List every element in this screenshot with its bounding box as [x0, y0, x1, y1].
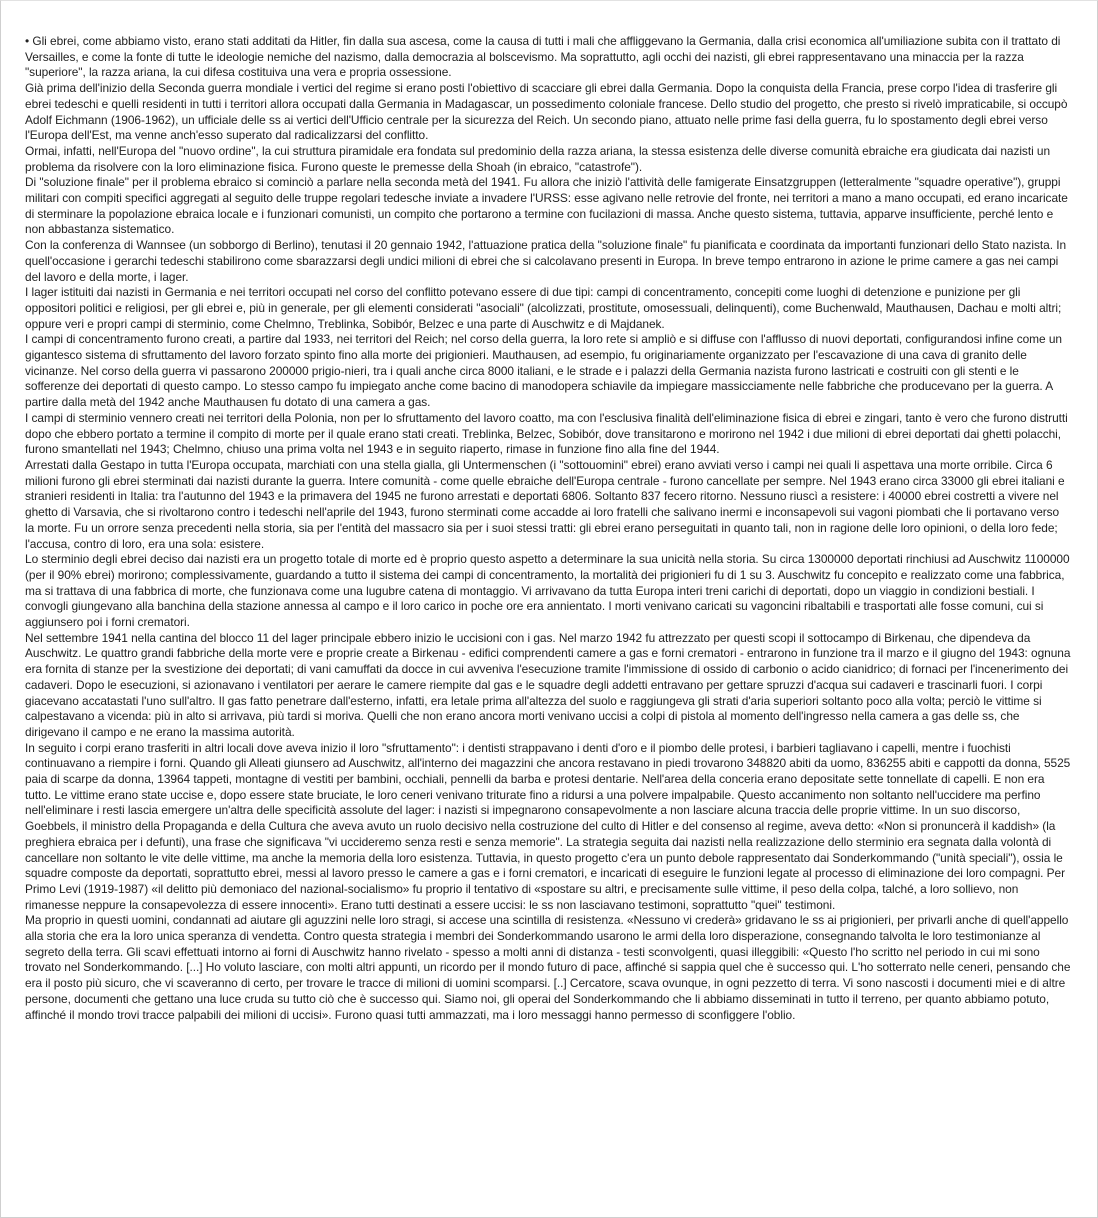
paragraph-extermination-camps: I campi di sterminio vennero creati nei territori della Polonia, non per lo sfruttamento del lavoro coatto, ma con l'esclusiva finalità dell'eliminazione fisica di ebrei e zingari, tanto è vero che furono distrutti dopo che ebbero portato a termine il compito di morte per il quale erano stati creati. Treblinka, Belzec, Sobibór, dove transitarono e morirono nel 1942 i due milioni di ebrei deportati dai ghetti polacchi, furono smantellati nel 1943; Chelmno, chiuso una prima volta nel 1943 e in seguito riaperto, rimase in funzione fino alla fine del 1944.: [25, 410, 1068, 457]
paragraph-lager-types: I lager istituiti dai nazisti in Germania e nei territori occupati nel corso del conflitto potevano essere di due tipi: campi di concentramento, concepiti come luoghi di detenzione e punizione per gli oppositori politici e religiosi, per gli ebrei e, più in generale, per gli elementi considerati "asociali" (alcolizzati, prostitute, omosessuali, delinquenti), come Buchenwald, Mauthausen, Dachau e molti altri; oppure veri e propri campi di sterminio, come Chelmno, Treblinka, Sobibór, Belzec e una parte di Auschwitz e di Majdanek.: [25, 285, 1062, 331]
paragraph-concentration-camps: I campi di concentramento furono creati, a partire dal 1933, nei territori del Reich; nel corso della guerra, la loro rete si ampliò e si diffuse con l'afflusso di nuovi deportati, configurandosi infine come un gigantesco sistema di sfruttamento del lavoro forzato spinto fino alla morte dei prigionieri. Mauthausen, ad esempio, fu originariamente organizzato per l'escavazione di una cava di granito delle vicinanze. Nel corso della guerra vi passarono 200000 prigio-nieri, tra i quali anche circa 8000 italiani, e le strade e i palazzi della Germania nazista furono lastricati e costruiti con gli stenti e le sofferenze dei deportati di questo campo. Lo stesso campo fu impiegato anche come bacino di manodopera schiavile da impiegare massicciamente nelle fabbriche che producevano per la guerra. A partire dalla metà del 1942 anche Mauthausen fu dotato di una camera a gas.: [25, 332, 1062, 410]
paragraph-birkenau: Nel settembre 1941 nella cantina del blocco 11 del lager principale ebbero inizio le uccisioni con i gas. Nel marzo 1942 fu attrezzato per questi scopi il sottocampo di Birkenau, che dipendeva da Auschwitz. Le quattro grandi fabbriche della morte vere e proprie create a Birkenau - edifici comprendenti camere a gas e forni crematori - entrarono in funzione tra il marzo e il giugno del 1943: ognuna era fornita di stanze per la svestizione dei deportati; di vani camuffati da docce in cui avveniva l'esecuzione tramite l'immissione di ossido di carbonio o acido cianidrico; di fornaci per l'incenerimento dei cadaveri. Dopo le esecuzioni, si azionavano i ventilatori per aerare le camere riempite dal gas e le squadre degli addetti entravano per gettare spruzzi d'acqua sui cadaveri e trascinarli fuori. I corpi giacevano accatastati l'uno sull'altro. Il gas fatto penetrare dall'esterno, infatti, era letale prima all'altezza del suolo e raggiungeva gli strati d'aria superiori soltanto poco alla volta; perciò le vittime si calpestavano a vicenda: più in alto si arrivava, più tardi si moriva. Quelli che non erano ancora morti venivano uccisi a colpi di pistola al momento dell'ingresso nella camera a gas delle ss, che dirigevano il campo e ne erano la massima autorità.: [25, 630, 1071, 739]
paragraph-exploitation: In seguito i corpi erano trasferiti in altri locali dove aveva inizio il loro "sfruttamento": i dentisti strappavano i denti d'oro e il piombo delle protesi, i barbieri tagliavano i capelli, mentre i fuochisti continuavano a riempire i forni. Quando gli Alleati giunsero ad Auschwitz, all'interno dei magazzini che ancora restavano in piedi trovarono 348820 abiti da uomo, 836255 abiti e cappotti da donna, 5525 paia di scarpe da donna, 13964 tappeti, montagne di vestiti per bambini, occhiali, pennelli da barba e protesi dentarie. Nell'area della conceria erano depositate sette tonnellate di capelli. E non era tutto. Le vittime erano state uccise e, dopo essere state bruciate, le loro ceneri venivano triturate fino a ridursi a una polvere impalpabile. Questo accanimento non soltanto nell'uccidere ma perfino nell'eliminare i resti lascia emergere un'altra delle specificità assolute del lager: i nazisti si impegnarono consapevolmente a non lasciare alcuna traccia delle proprie vittime. In un suo discorso, Goebbels, il ministro della Propaganda e della Cultura che aveva avuto un ruolo decisivo nella costruzione del culto di Hitler e del consenso al regime, aveva detto: «Non si pronuncerà il kaddish» (la preghiera ebraica per i defunti), una frase che significava "vi uccideremo senza resti e senza memorie". La strategia seguita dai nazisti nella realizzazione dello sterminio era segnata dalla volontà di cancellare non soltanto le vite delle vittime, ma anche la memoria della loro esistenza. Tuttavia, in questo progetto c'era un punto debole rappresentato dai Sonderkommando ("unità speciali"), ossia le squadre composte da deportati, soprattutto ebrei, messi al lavoro presso le camere a gas e i forni crematori, e incaricati di eseguire le funzioni legate al processo di eliminazione dei loro compagni. Per Primo Levi (1919-1987) «il delitto più demoniaco del nazional-socialismo» fu proprio il tentativo di «spostare su altri, e precisamente sulle vittime, il peso della colpa, talché, a loro sollievo, non rimanesse neppure la consapevolezza di essere innocenti». Erano tutti destinati a essere uccisi: le ss non lasciavano testimoni, soprattutto "quei" testimoni.: [25, 740, 1071, 912]
paragraph-final-solution: Di "soluzione finale" per il problema ebraico si cominciò a parlare nella seconda metà del 1941. Fu allora che iniziò l'attività delle famigerate Einsatzgruppen (letteralmente "squadre operative"), gruppi militari con compiti specifici aggregati al seguito delle truppe regolari tedesche inviate a invadere l'URSS: esse agivano nelle retrovie del fronte, nei territori a mano a mano occupati, ed erano incaricate di sterminare la popolazione ebraica locale e i funzionari comunisti, un compito che portarono a termine con fucilazioni di massa. Anche questo sistema, tuttavia, apparve insufficiente, perché lento e non abbastanza sistematico.: [25, 175, 1068, 237]
paragraph-wannsee: Con la conferenza di Wannsee (un sobborgo di Berlino), tenutasi il 20 gennaio 1942, l'attuazione pratica della "soluzione finale" fu pianificata e coordinata da importanti funzionari dello Stato nazista. In quell'occasione i gerarchi tedeschi stabilirono come sbarazzarsi degli undici milioni di ebrei che si calcolavano presenti in Europa. In breve tempo entrarono in azione le prime camere a gas nei campi del lavoro e della morte, i lager.: [25, 238, 1067, 284]
paragraph-intro: • Gli ebrei, come abbiamo visto, erano stati additati da Hitler, fin dalla sua ascesa, come la causa di tutti i mali che affliggevano la Germania, dalla crisi economica all'umiliazione subita con il trattato di Versailles, e come la fonte di tutte le ideologie nemiche del nazismo, dalla democrazia al bolscevismo. Ma soprattutto, agli occhi dei nazisti, gli ebrei rappresentavano una minaccia per la razza "superiore", la razza ariana, la cui difesa costituiva una vera e propria ossessione.: [25, 34, 1061, 80]
paragraph-auschwitz: Lo sterminio degli ebrei deciso dai nazisti era un progetto totale di morte ed è proprio questo aspetto a determinare la sua unicità nella storia. Su circa 1300000 deportati rinchiusi ad Auschwitz 1100000 (per il 90% ebrei) morirono; complessivamente, guardando a tutto il sistema dei campi di concentramento, la mortalità dei prigionieri fu di 1 su 3. Auschwitz fu concepito e realizzato come una fabbrica, ma si trattava di una fabbrica di morte, che funzionava come una lugubre catena di montaggio. Vi arrivavano da tutta Europa interi treni carichi di deportati, dopo un viaggio in condizioni bestiali. I convogli giungevano alla banchina della stazione annessa al campo e il loro carico in poche ore era annientato. I morti venivano caricati su vagoncini ribaltabili e trasportati alle fosse comuni, cui si aggiunsero poi i forni crematori.: [25, 552, 1070, 630]
paragraph-sonderkommando: Ma proprio in questi uomini, condannati ad aiutare gli aguzzini nelle loro stragi, si accese una scintilla di resistenza. «Nessuno vi crederà» gridavano le ss ai prigionieri, per privarli anche di quell'appello alla storia che era la loro unica speranza di vendetta. Contro questa strategia i membri dei Sonderkommando usarono le armi della loro disperazione, consegnando talvolta le loro testimonianze al segreto della terra. Gli scavi effettuati intorno ai forni di Auschwitz hanno rivelato - spesso a molti anni di distanza - testi sconvolgenti, quasi illeggibili: «Questo l'ho scritto nel periodo in cui mi sono trovato nel Sonderkommando. [...] Ho voluto lasciare, con molti altri appunti, un ricordo per il mondo futuro di pace, affinché si sappia quel che è successo qui. L'ho sotterrato nelle ceneri, pensando che era il posto più sicuro, che vi scaveranno di certo, per trovare le tracce di milioni di uomini scomparsi. [..] Cercatore, scava ovunque, in ogni pezzetto di terra. Vi sono nascosti i documenti miei e di altre persone, documenti che gettano una luce cruda su tutto ciò che è successo qui. Siamo noi, gli operai del Sonderkommando che li abbiamo disseminati in tutto il terreno, per quanto abbiamo potuto, affinché il mondo trovi tracce palpabili dei milioni di uccisi». Furono quasi tutti ammazzati, ma i loro messaggi hanno permesso di sconfiggere l'oblio.: [25, 913, 1071, 1022]
paragraph-madagascar-plan: Già prima dell'inizio della Seconda guerra mondiale i vertici del regime si erano posti l'obiettivo di scacciare gli ebrei dalla Germania. Dopo la conquista della Francia, prese corpo l'idea di trasferire gli ebrei tedeschi e quelli residenti in tutti i territori allora occupati dalla Germania in Madagascar, un possedimento coloniale francese. Dello studio del progetto, che presto si rivelò impraticabile, si occupò Adolf Eichmann (1906-1962), un ufficiale delle ss ai vertici dell'Ufficio centrale per la sicurezza del Reich. Un secondo piano, attuato nelle prime fasi della guerra, fu lo spostamento degli ebrei verso l'Europa dell'Est, ma venne anch'esso superato dal radicalizzarsi del conflitto.: [25, 81, 1068, 143]
paragraph-deportations: Arrestati dalla Gestapo in tutta l'Europa occupata, marchiati con una stella gialla, gli Untermenschen (i "sottouomini" ebrei) erano avviati verso i campi nei quali li aspettava una morte orribile. Circa 6 milioni furono gli ebrei sterminati dai nazisti durante la guerra. Intere comunità - come quelle ebraiche dell'Europa centrale - furono cancellate per sempre. Nel 1943 erano circa 33000 gli ebrei italiani e stranieri residenti in Italia: tra l'autunno del 1943 e la primavera del 1945 ne furono arrestati e deportati 6806. Soltanto 837 fecero ritorno. Nessuno riuscì a resistere: i 40000 ebrei costretti a vivere nel ghetto di Varsavia, che si rivoltarono contro i tedeschi nell'aprile del 1943, furono sterminati come accadde ai loro fratelli che salivano inermi e inconsapevoli sui vagoni piombati che li portavano verso la morte. Fu un orrore senza precedenti nella storia, sia per l'entità del massacro sia per i suoi stessi tratti: gli ebrei erano perseguitati in quanto tali, non in ragione delle loro opinioni, o della loro fede; l'accusa, contro di loro, era una sola: esistere.: [25, 457, 1065, 551]
paragraph-new-order: Ormai, infatti, nell'Europa del "nuovo ordine", la cui struttura piramidale era fondata sul predominio della razza ariana, la stessa esistenza delle diverse comunità ebraiche era giudicata dai nazisti un problema da risolvere con la loro eliminazione fisica. Furono queste le premesse della Shoah (in ebraico, "catastrofe").: [25, 143, 1051, 174]
document-body: [25, 34, 1071, 1023]
